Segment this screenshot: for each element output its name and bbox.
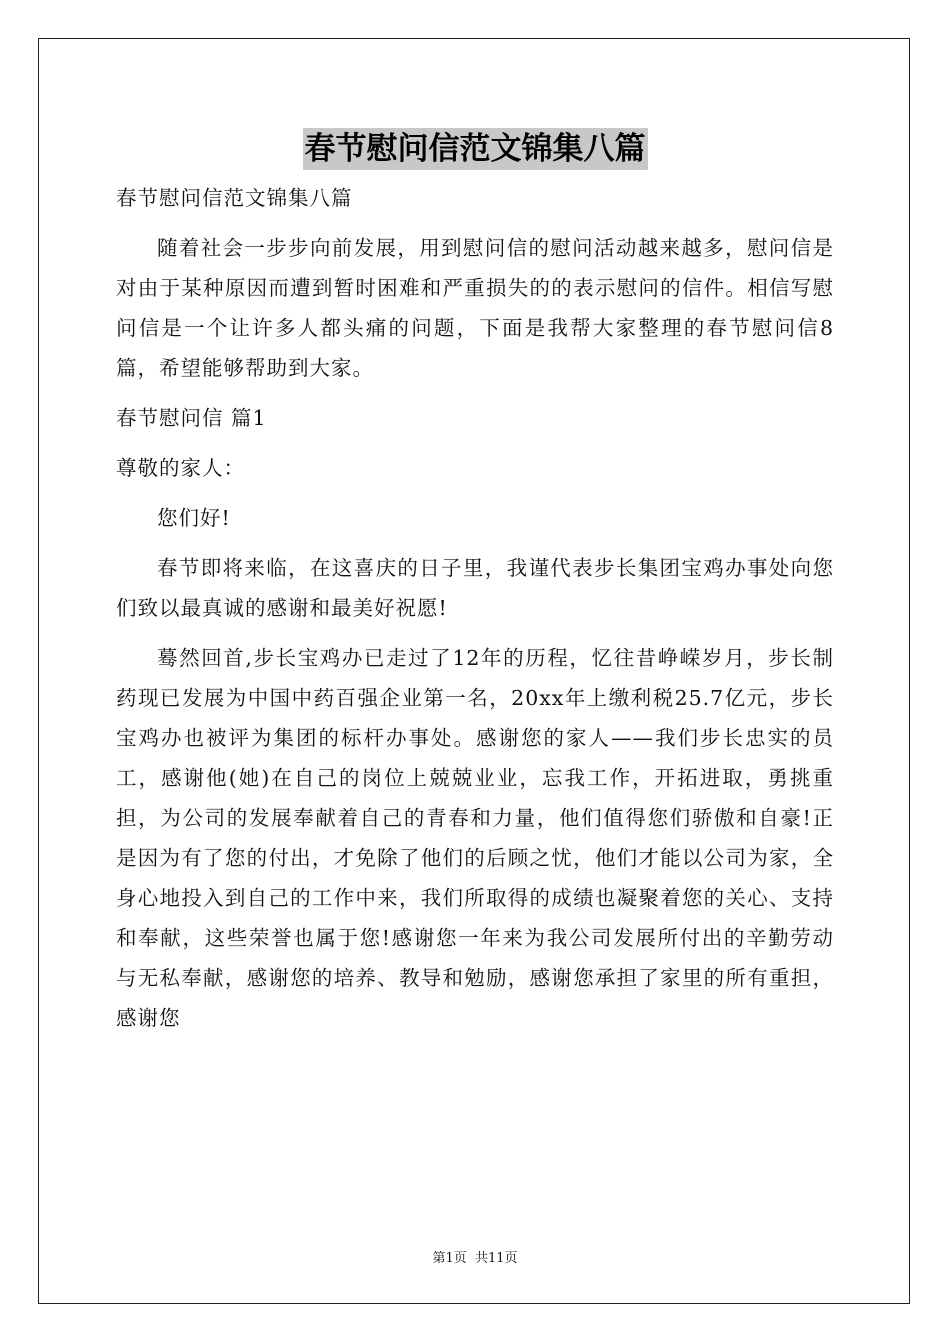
paragraph-2: 蓦然回首,步长宝鸡办已走过了12年的历程，忆往昔峥嵘岁月，步长制药现已发展为中国中药百强企业第一名，20xx年上缴利税25.7亿元，步长宝鸡办也被评为集团的标杆办事处。感谢您的家人——我们步长忠实的员工，感谢他(她)在自己的岗位上兢兢业业，忘我工作，开拓进取，勇挑重担，为公司的发展奉献着自己的青春和力量，他们值得您们骄傲和自豪!正是因为有了您的付出，才免除了他们的后顾之忧，他们才能以公司为家，全身心地投入到自己的工作中来，我们所取得的成绩也凝聚着您的关心、支持和奉献，这些荣誉也属于您!感谢您一年来为我公司发展所付出的辛勤劳动与无私奉献，感谢您的培养、教导和勉励，感谢您承担了家里的所有重担，感谢您 [116, 646, 834, 1030]
page-total: 共11页 [474, 1251, 518, 1266]
salutation: 尊敬的家人： [116, 456, 245, 480]
title-wrap [0, 128, 950, 170]
greeting: 您们好! [157, 506, 231, 530]
document-subtitle: 春节慰问信范文锦集八篇 [116, 186, 353, 210]
intro-paragraph: 随着社会一步步向前发展，用到慰问信的慰问活动越来越多，慰问信是对由于某种原因而遭到暂时困难和严重损失的的表示慰问的信件。相信写慰问信是一个让许多人都头痛的问题，下面是我帮大家整理的春节慰问信8篇，希望能够帮助到大家。 [116, 236, 834, 380]
paragraph-1: 春节即将来临，在这喜庆的日子里，我谨代表步长集团宝鸡办事处向您们致以最真诚的感谢和最美好祝愿! [116, 556, 834, 620]
section-heading: 春节慰问信 篇1 [116, 406, 267, 430]
document-body [116, 178, 834, 1038]
document-title: 春节慰问信范文锦集八篇 [303, 128, 648, 170]
page-footer [0, 1247, 950, 1266]
page-number: 第1页 [432, 1251, 467, 1266]
